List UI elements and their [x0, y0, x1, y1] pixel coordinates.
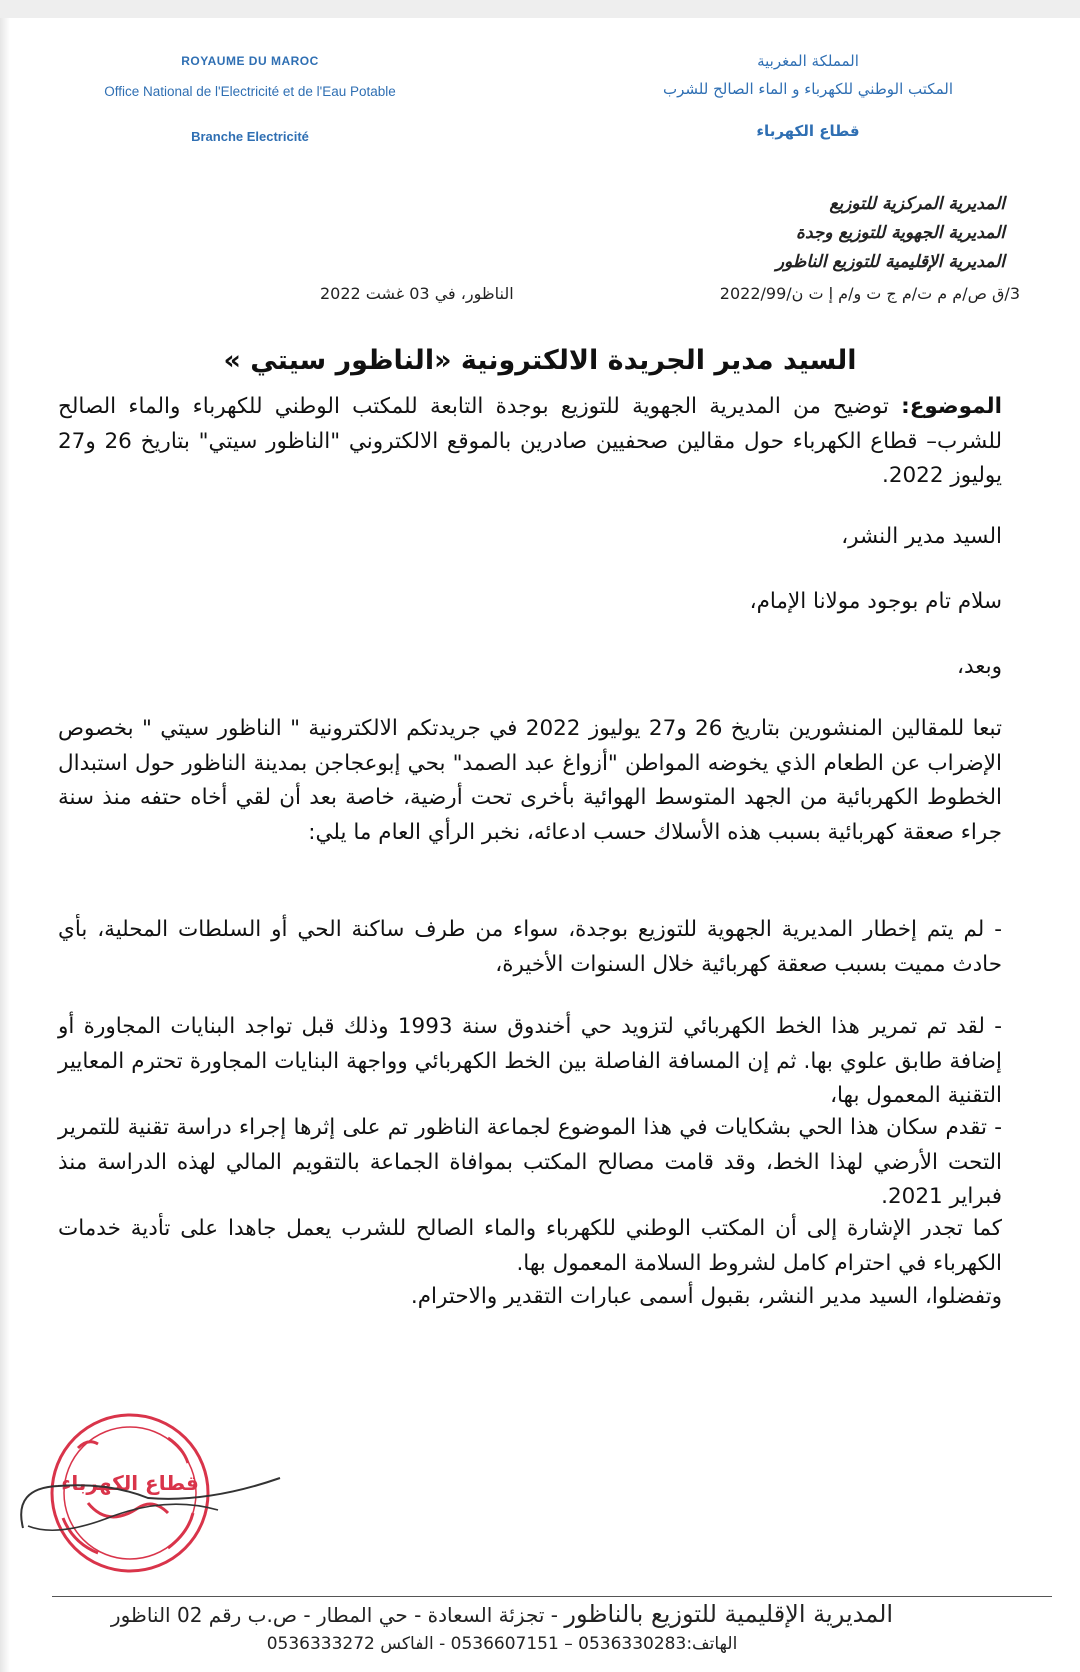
office-fr: Office National de l'Electricité et de l'Eau Potable	[104, 84, 396, 99]
kingdom-ar: المملكة المغربية	[757, 52, 859, 70]
scan-left-shadow	[0, 18, 10, 1672]
wabaad: وبعد،	[957, 654, 1002, 679]
footer-address-line	[72, 1600, 932, 1630]
closing-line: وتفضلوا، السيد مدير النشر، بقبول أسمى عبارات التقدير والاحترام.	[410, 1284, 1002, 1309]
directorate-central: المديرية المركزية للتوزيع	[829, 194, 1005, 214]
letterhead-arabic	[628, 52, 988, 140]
subject-text: توضيح من المديرية الجهوية للتوزيع بوجدة التابعة للمكتب الوطني للكهرباء والماء الصالح للشرب– قطاع الكهرباء حول مقالين صحفيين صادرين بالموقع الالكتروني "الناظور سيتي" بتاريخ 26 و27 يوليوز 2022.	[58, 394, 1003, 488]
footer-address: - تجزئة السعادة - حي المطار - ص.ب رقم 02 الناظور	[110, 1603, 565, 1627]
reference-row	[320, 284, 1020, 310]
directorates-block	[776, 190, 1005, 277]
directorate-provincial: المديرية الإقليمية للتوزيع الناظور	[775, 252, 1005, 272]
scan-top-strip	[0, 0, 1080, 18]
subject-paragraph	[58, 390, 1002, 494]
official-stamp-with-signature	[18, 1408, 298, 1578]
footer	[72, 1600, 932, 1654]
directorate-regional: المديرية الجهوية للتوزيع وجدة	[796, 223, 1005, 243]
footer-office: المديرية الإقليمية للتوزيع بالناظور	[564, 1600, 894, 1628]
letter-date: الناظور، في 03 غشت 2022	[320, 284, 514, 303]
stamp-text: قطاع الكهرباء	[61, 1471, 199, 1495]
point-1: - لم يتم إخطار المديرية الجهوية للتوزيع بوجدة، سواء من طرف ساكنة الحي أو السلطات المحلية، بأي حادث مميت بسبب صعقة كهربائية خلال السنوات الأخيرة،	[58, 917, 1002, 977]
intro-paragraph: تبعا للمقالين المنشورين بتاريخ 26 و27 يوليوز 2022 في جريدتكم الالكترونية " الناظور سيتي " بخصوص الإضراب عن الطعام الذي يخوضه المواطن "أزواغ عبد الصمد" بحي إبوعجاجن بمدينة الناظور حول استبدال الخطوط الكهربائية من الجهد المتوسط الهوائية بأخرى تحت أرضية، خاصة بعد أن لقي أخاه حتفه منذ سنة جراء صعقة كهربائية بسبب هذه الأسلاك حسب ادعائه، نخبر الرأي العام ما يلي:	[58, 716, 1003, 845]
salutation: السيد مدير النشر،	[841, 524, 1002, 549]
point-4: كما تجدر الإشارة إلى أن المكتب الوطني للكهرباء والماء الصالح للشرب يعمل جاهدا على تأدية خدمات الكهرباء في احترام كامل لشروط السلامة المعمول بها.	[58, 1216, 1002, 1276]
point-2: - لقد تم تمرير هذا الخط الكهربائي لتزويد حي أخندوق سنة 1993 وذلك قبل تواجد البنايات المجاورة أو إضافة طابق علوي بها. ثم إن المسافة الفاصلة بين الخط الكهربائي وواجهة البنايات المجاورة تحترم المعايير التقنية المعمول بها،	[58, 1014, 1002, 1108]
branch-fr: Branche Electricité	[191, 129, 309, 144]
reference-number: 3/ق ص/م م ت/م ج ت و/م إ ت ن/2022/99	[719, 284, 1020, 303]
footer-contacts: الهاتف:0536330283 – 0536607151 - الفاكس 0536333272	[266, 1634, 738, 1654]
office-ar: المكتب الوطني للكهرباء و الماء الصالح للشرب	[663, 80, 953, 98]
kingdom-fr: ROYAUME DU MAROC	[181, 54, 319, 68]
point-3: - تقدم سكان هذا الحي بشكايات في هذا الموضوع لجماعة الناظور تم على إثرها إجراء دراسة تقنية للتمرير التحت الأرضي لهذا الخط، وقد قامت مصالح المكتب بموافاة الجماعة بالتقويم المالي لهذه الدراسة منذ فبراير 2021.	[58, 1115, 1002, 1209]
letterhead-french	[80, 54, 420, 144]
branch-ar: قطاع الكهرباء	[756, 122, 860, 140]
footer-divider	[52, 1596, 1052, 1597]
greeting: سلام تام بوجود مولانا الإمام،	[749, 589, 1002, 614]
stamp-border-marks	[63, 1438, 193, 1553]
recipient-heading: السيد مدير الجريدة الالكترونية «الناظور سيتي »	[223, 345, 857, 376]
subject-label: الموضوع:	[901, 394, 1002, 419]
